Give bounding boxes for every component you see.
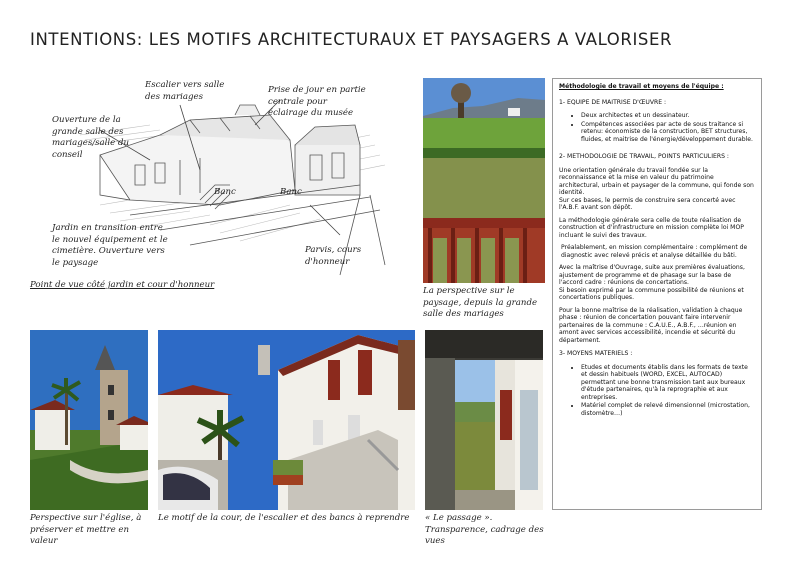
paragraph: Une orientation générale du travail fondée sur la reconnaissance et la mise en valeur du patrimoine architectural, urbain et paysager de la commune, qui fonde son identité.: [559, 166, 754, 196]
panel-title: Méthodologie de travail et moyens de l'équipe :: [559, 83, 724, 90]
annotation-banc-right: Banc: [280, 187, 302, 197]
paragraph: Préalablement, en mission complémentaire : complément de diagnostic avec relevé précis et analyse détaillée du bâti.: [561, 244, 748, 259]
courtyard-photo: [158, 330, 415, 510]
passage-photo: [425, 330, 543, 510]
section-1-list: [559, 112, 755, 143]
paragraph: Si besoin exprimé par la commune possibilité de réunions et concertations publiques.: [559, 286, 744, 301]
list-item: • Matériel complet de relevé dimensionnel (microstation, distomètre…): [581, 402, 755, 417]
landscape-caption: La perspective sur le paysage, depuis la grande salle des mariages: [423, 286, 538, 319]
annotation-jardin: Jardin en transition entre le nouvel équipement et le cimetière. Ouverture vers le paysage: [52, 223, 168, 268]
section-3-title: 3- MOYENS MATERIELS :: [559, 350, 633, 357]
church-caption: Perspective sur l'église, à préserver et mettre en valeur: [30, 513, 142, 546]
section-1-title: 1- EQUIPE DE MAITRISE D'ŒUVRE :: [559, 98, 667, 106]
annotation-prise-de-jour: Prise de jour en partie centrale pour éclairage du musée: [268, 85, 366, 118]
methodology-panel: [552, 78, 762, 510]
list-item: • Etudes et documents établis dans les formats de texte et dessin habituels (WORD, EXCEL, AUTOCAD) permettant une bonne transmission tant aux bureaux d'étude partenaires, qu'à la reprographie et aux entreprises.: [581, 364, 755, 402]
paragraph: Avec la maîtrise d'Ouvrage, suite aux premières évaluations, ajustement de programme et de phasage sur la base de l'accord cadre : réunions de concertations.: [559, 264, 745, 286]
list-item: • Deux architectes et un dessinateur.: [581, 112, 755, 120]
page-title: INTENTIONS: LES MOTIFS ARCHITECTURAUX ET PAYSAGERS A VALORISER: [30, 30, 673, 49]
passage-caption: « Le passage ». Transparence, cadrage des vues: [425, 513, 544, 546]
section-2-title: 2- METHODOLOGIE DE TRAVAIL, POINTS PARTICULIERS :: [559, 153, 729, 160]
paragraph: Sur ces bases, le permis de construire sera concerté avec l'A.B.F. avant son dépôt.: [559, 196, 736, 211]
sketch-caption: Point de vue côté jardin et cour d'honneur: [30, 280, 215, 290]
church-photo: [30, 330, 148, 510]
annotation-banc-left: Banc: [214, 187, 236, 197]
courtyard-caption: Le motif de la cour, de l'escalier et des bancs à reprendre: [158, 513, 410, 523]
section-3-list: [559, 364, 755, 418]
landscape-photo: [423, 78, 545, 283]
annotation-escalier: Escalier vers salle des mariages: [145, 80, 225, 102]
paragraph: Pour la bonne maîtrise de la réalisation, validation à chaque phase : réunion de concertation pouvant faire intervenir partenaires de la commune : C.A.U.E., A.B.F., …réunion en amont avec services accessibilité, incendie et sécurité du département.: [559, 306, 743, 344]
list-item: • Compétences associées par acte de sous traitance si retenu: économiste de la construction, BET structures, fluides, et maitrise de l'énergie/développement durable.: [581, 121, 755, 144]
annotation-parvis: Parvis, cours d'honneur: [305, 245, 362, 267]
annotation-ouverture: Ouverture de la grande salle des mariages/salle du conseil: [52, 115, 130, 160]
paragraph: La méthodologie générale sera celle de toute réalisation de construction et d'infrastructure en mission complète loi MOP incluant le suivi des travaux.: [559, 216, 744, 239]
